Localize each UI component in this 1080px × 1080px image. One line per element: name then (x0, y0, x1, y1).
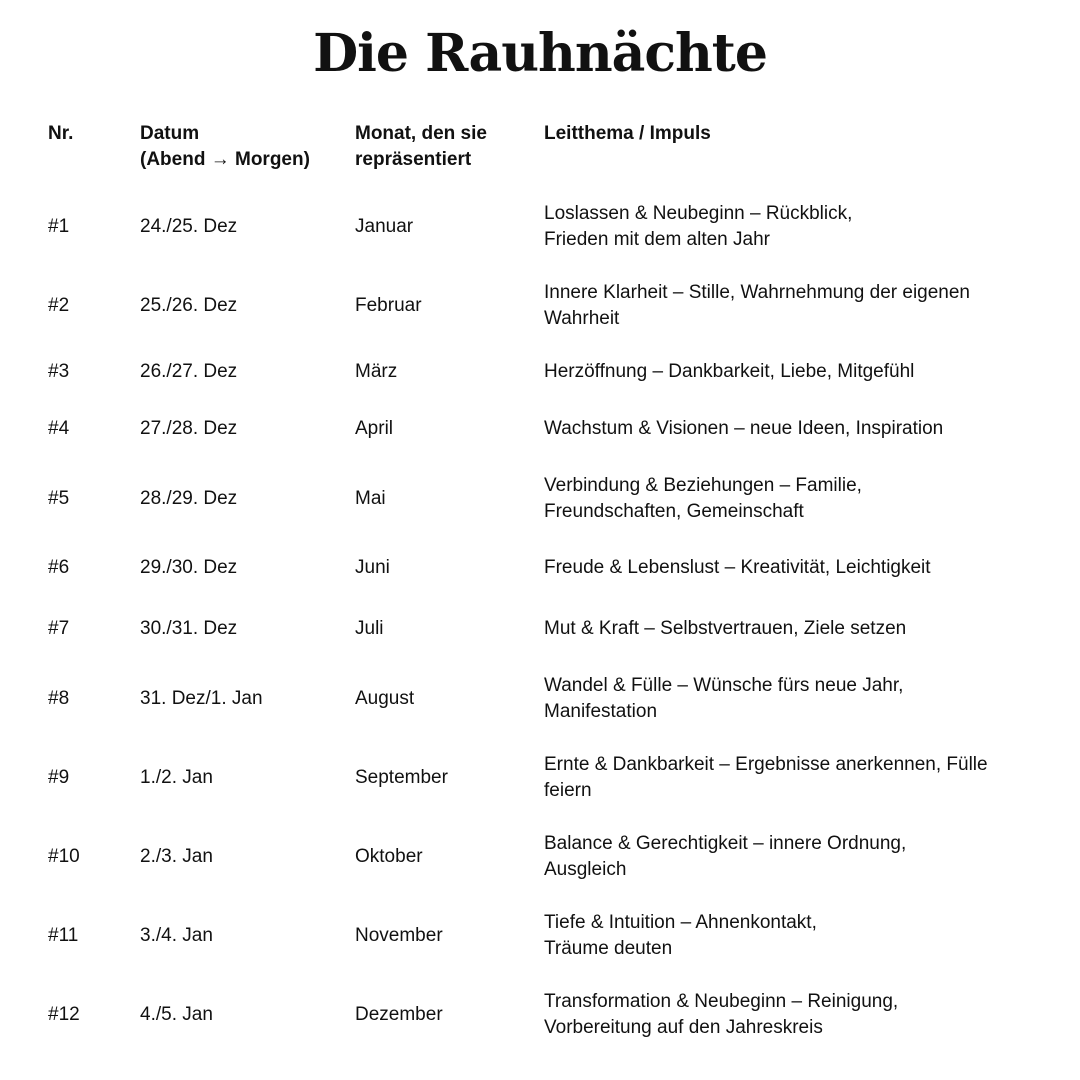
row-monat: September (355, 767, 448, 788)
row-datum: 1./2. Jan (140, 767, 213, 788)
header-monat-line1: Monat, den sie (355, 123, 487, 144)
row-monat: Januar (355, 216, 414, 237)
row-datum: 31. Dez/1. Jan (140, 688, 263, 709)
row-datum: 29./30. Dez (140, 557, 238, 578)
row-thema (544, 673, 903, 725)
row-monat: Februar (355, 295, 422, 316)
row-thema-line1: Ernte & Dankbarkeit – Ergebnisse anerkennen, Fülle (544, 754, 988, 775)
row-monat: Dezember (355, 1004, 443, 1025)
row-thema-line1: Mut & Kraft – Selbstvertrauen, Ziele setzen (544, 618, 907, 639)
row-nr: #4 (48, 418, 70, 439)
row-thema (544, 616, 906, 642)
row-nr: #9 (48, 767, 70, 788)
row-monat: Juli (355, 618, 384, 639)
row-thema (544, 201, 852, 253)
row-thema-line2: Freundschaften, Gemeinschaft (544, 501, 804, 522)
header-thema: Leitthema / Impuls (544, 123, 711, 144)
row-thema-line1: Balance & Gerechtigkeit – innere Ordnung, (544, 833, 907, 854)
row-nr: #7 (48, 618, 70, 639)
header-nr: Nr. (48, 123, 74, 144)
row-thema (544, 416, 943, 442)
row-thema-line1: Wandel & Fülle – Wünsche fürs neue Jahr, (544, 675, 904, 696)
row-thema-line2: Träume deuten (544, 938, 673, 959)
row-datum: 30./31. Dez (140, 618, 238, 639)
row-thema (544, 280, 970, 332)
row-monat: Oktober (355, 846, 423, 867)
row-thema-line2: Manifestation (544, 701, 658, 722)
header-datum-line2: (Abend → Morgen) (140, 149, 310, 170)
row-monat: Mai (355, 488, 386, 509)
row-datum: 26./27. Dez (140, 361, 238, 382)
row-thema-line1: Transformation & Neubeginn – Reinigung, (544, 991, 899, 1012)
page-title: Die Rauhnächte (313, 23, 767, 84)
row-nr: #11 (48, 925, 79, 946)
row-thema-line2: Vorbereitung auf den Jahreskreis (544, 1017, 823, 1038)
row-thema (544, 555, 931, 581)
row-nr: #12 (48, 1004, 80, 1025)
row-nr: #5 (48, 488, 70, 509)
header-monat (355, 121, 487, 173)
row-nr: #6 (48, 557, 70, 578)
row-datum: 25./26. Dez (140, 295, 238, 316)
row-monat: März (355, 361, 398, 382)
row-nr: #3 (48, 361, 70, 382)
row-datum: 4./5. Jan (140, 1004, 213, 1025)
row-thema (544, 910, 817, 962)
header-datum-line1: Datum (140, 123, 200, 144)
row-monat: August (355, 688, 415, 709)
row-datum: 28./29. Dez (140, 488, 238, 509)
row-thema (544, 473, 862, 525)
header-datum (140, 121, 310, 173)
row-thema-line1: Wachstum & Visionen – neue Ideen, Inspiration (544, 418, 944, 439)
row-nr: #2 (48, 295, 70, 316)
row-thema-line1: Herzöffnung – Dankbarkeit, Liebe, Mitgefühl (544, 361, 915, 382)
row-thema-line1: Verbindung & Beziehungen – Familie, (544, 475, 862, 496)
row-nr: #1 (48, 216, 70, 237)
row-thema-line2: Ausgleich (544, 859, 627, 880)
row-thema (544, 359, 914, 385)
row-datum: 27./28. Dez (140, 418, 238, 439)
row-thema (544, 989, 898, 1041)
row-thema-line2: Frieden mit dem alten Jahr (544, 229, 770, 250)
row-monat: November (355, 925, 443, 946)
row-thema-line1: Freude & Lebenslust – Kreativität, Leichtigkeit (544, 557, 931, 578)
row-thema-line1: Tiefe & Intuition – Ahnenkontakt, (544, 912, 817, 933)
row-datum: 3./4. Jan (140, 925, 213, 946)
row-datum: 2./3. Jan (140, 846, 213, 867)
row-thema-line2: Wahrheit (544, 308, 620, 329)
row-monat: Juni (355, 557, 390, 578)
row-thema-line2: feiern (544, 780, 592, 801)
row-nr: #8 (48, 688, 70, 709)
row-nr: #10 (48, 846, 80, 867)
row-thema (544, 831, 906, 883)
row-thema-line1: Innere Klarheit – Stille, Wahrnehmung der eigenen (544, 282, 970, 303)
header-monat-line2: repräsentiert (355, 149, 472, 170)
row-datum: 24./25. Dez (140, 216, 238, 237)
row-monat: April (355, 418, 394, 439)
row-thema-line1: Loslassen & Neubeginn – Rückblick, (544, 203, 853, 224)
row-thema (544, 752, 988, 804)
